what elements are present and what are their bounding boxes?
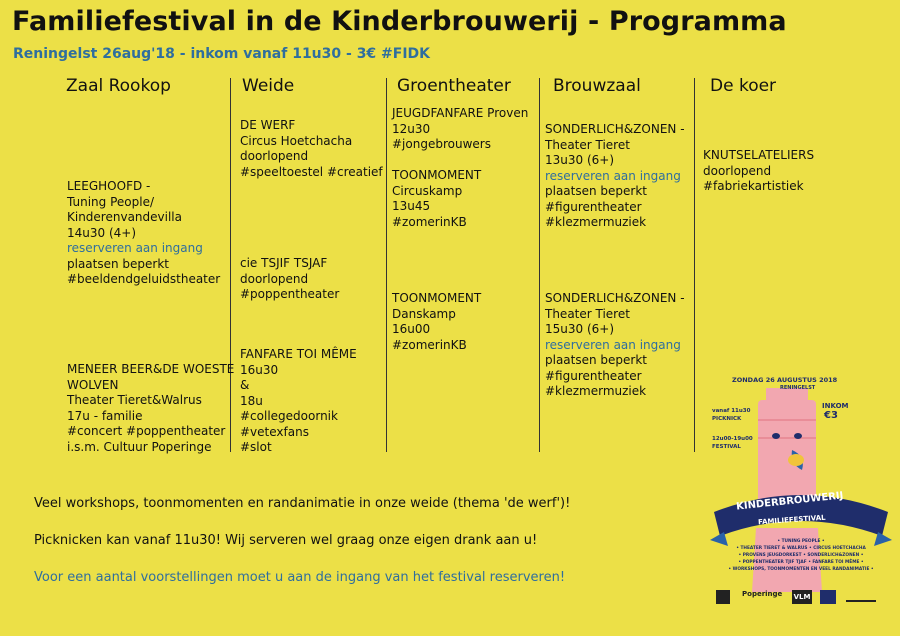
column-divider (694, 78, 695, 452)
festival-poster (706, 360, 896, 610)
poster-festival: FESTIVAL (712, 444, 741, 450)
sponsor-logo-vlm: VLM (792, 590, 812, 604)
event-sonderlich-2: SONDERLICH&ZONEN - Theater Tieret 15u30 (6+) reserveren aan ingang plaatsen beperkt #figurentheater #klezmermuziek (545, 291, 685, 398)
sponsor-logo-region (846, 590, 876, 602)
poster-entry-label: INKOM (822, 402, 849, 410)
event-de-werf: DE WERF Circus Hoetchacha doorlopend #speeltoestel #creatief (240, 118, 383, 179)
reservation-note: reserveren aan ingang (67, 241, 203, 255)
sponsor-logos (706, 590, 896, 608)
column-divider (539, 78, 540, 452)
column-header-weide: Weide (242, 76, 295, 96)
event-toonmoment-danskamp: TOONMOMENT Danskamp 16u00 #zomerinKB (392, 291, 482, 352)
poster-brand-sub: FAMILIEFESTIVAL (757, 513, 826, 527)
footer-reservation-note: Voor een aantal voorstellingen moet u aan de ingang van het festival reserveren! (34, 570, 566, 585)
event-tsjif-tsjaf: cie TSJIF TSJAF doorlopend #poppentheater (240, 256, 340, 301)
event-meneer-beer: MENEER BEER&DE WOESTE WOLVEN Theater Tieret&Walrus 17u - familie #concert #poppentheater i.s.m. Cultuur Poperinge (67, 362, 235, 454)
poster-place: RENINGELST (780, 385, 816, 391)
poster-info: vanaf 11u30 (712, 408, 751, 414)
column-header-groentheater: Groentheater (397, 76, 511, 96)
sponsor-logo-icon (716, 590, 730, 604)
event-toonmoment-circuskamp: TOONMOMENT Circuskamp 13u45 #zomerinKB (392, 168, 482, 229)
poster-lineup: • TUNING PEOPLE • • THEATER TIERET & WALRUS • CIRCUS HOETCHACHA • PROVENS JEUGDORKEST • SONDERLICH&ZONEN • • POPPENTHEATER TJIF TJAF • FANFARE TOI MÊME • • WORKSHOPS, TOONMOMENTEN EN VEEL RANDANIMATIE • (728, 539, 874, 572)
reservation-note: reserveren aan ingang (545, 168, 681, 183)
page-subtitle: Reningelst 26aug'18 - inkom vanaf 11u30 - 3€ #FIDK (13, 46, 431, 62)
column-header-brouwzaal: Brouwzaal (553, 76, 641, 96)
poster-brand: KINDERBROUWERIJ (735, 490, 844, 513)
poster-festival-time: 12u00-19u00 (712, 436, 753, 442)
column-header-zaal-rookop: Zaal Rookop (66, 76, 171, 96)
event-knutselateliers: KNUTSELATELIERS doorlopend #fabriekartistiek (703, 148, 815, 193)
page-title: Familiefestival in de Kinderbrouwerij - Programma (12, 6, 787, 37)
column-divider (386, 78, 387, 452)
sponsor-logo-poperinge: Poperinge (742, 590, 783, 598)
column-header-de-koer: De koer (710, 76, 777, 96)
event-fanfare-toi-meme: FANFARE TOI MÊME 16u30 & 18u #collegedoornik #vetexfans #slot (240, 347, 357, 454)
poster-entry-price: €3 (824, 410, 838, 421)
eu-flag-icon (820, 590, 836, 604)
event-sonderlich-1: SONDERLICH&ZONEN - Theater Tieret 13u30 (6+) reserveren aan ingang plaatsen beperkt #figurentheater #klezmermuziek (545, 122, 685, 229)
poster-date: ZONDAG 26 AUGUSTUS 2018 (732, 376, 838, 384)
footer-workshops-note: Veel workshops, toonmomenten en randanimatie in onze weide (thema 'de werf')! (34, 496, 571, 511)
reservation-note: reserveren aan ingang (545, 337, 681, 352)
poster-picnic: PICKNICK (712, 416, 742, 422)
event-leeghoofd: LEEGHOOFD - Tuning People/ Kinderenvandevilla 14u30 (4+) reserveren aan ingang plaatsen beperkt #beeldendgeluidstheater (67, 179, 221, 286)
event-jeugdfanfare: JEUGDFANFARE Proven 12u30 #jongebrouwers (392, 106, 529, 151)
footer-picnic-note: Picknicken kan vanaf 11u30! Wij serveren wel graag onze eigen drank aan u! (34, 533, 538, 548)
